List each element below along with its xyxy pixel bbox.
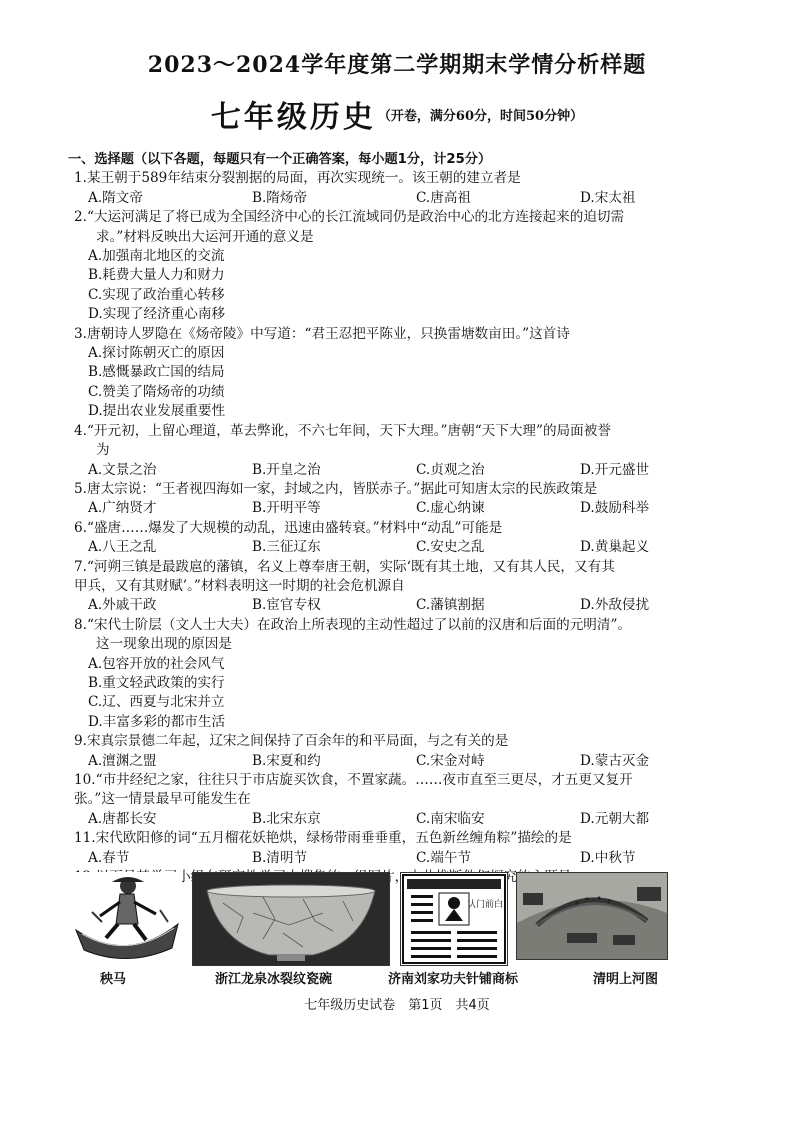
sign-text: 认门前白 xyxy=(466,900,504,910)
options-row xyxy=(74,189,724,208)
exam-note: （开卷，满分60分，时间50分钟） xyxy=(377,108,584,124)
image-caption: 济南刘家功夫针铺商标 xyxy=(388,972,519,987)
question-stem: 4.“开元初，上留心理道，革去弊讹，不六七年间，天下大理。”唐朝“天下大理”的局面被誉 xyxy=(74,422,611,439)
option: B.北宋东京 xyxy=(252,810,321,827)
question-stem: 3.唐朝诗人罗隐在《炀帝陵》中写道：“君王忍把平陈业，只换雷塘数亩田。”这首诗 xyxy=(74,325,570,342)
section-heading: 一、选择题（以下各题，每题只有一个正确答案，每小题1分，计25分） xyxy=(68,152,492,167)
options-row xyxy=(74,461,724,480)
option: A.文景之治 xyxy=(88,461,157,478)
question-stem: 1.某王朝于589年结束分裂割据的局面，再次实现统一。该王朝的建立者是 xyxy=(74,170,521,187)
options-row xyxy=(74,810,724,829)
option: B.三征辽东 xyxy=(252,539,321,556)
longquan-bowl-photo xyxy=(192,872,390,966)
options-grid xyxy=(74,247,724,325)
option: A.包容开放的社会风气 xyxy=(88,655,225,672)
option: D.开元盛世 xyxy=(580,461,650,478)
option: A.春节 xyxy=(88,849,130,866)
option: C.虚心纳谏 xyxy=(416,500,485,517)
yangma-illustration xyxy=(72,872,182,960)
option: C.实现了政治重心转移 xyxy=(88,286,225,303)
trademark-seal-icon xyxy=(401,873,507,965)
option: B.开明平等 xyxy=(252,500,321,517)
option: B.耗费大量人力和财力 xyxy=(88,267,225,284)
question-stem: 11.宋代欧阳修的词“五月榴花妖艳烘，绿杨带雨垂垂重，五色新丝缠角粽”描绘的是 xyxy=(74,830,572,847)
image-row xyxy=(70,872,670,976)
subtitle-row xyxy=(0,92,794,136)
option: C.贞观之治 xyxy=(416,461,485,478)
option: A.加强南北地区的交流 xyxy=(88,248,225,265)
options-grid xyxy=(74,655,724,733)
question-stem: 8.“宋代士阶层（文人士大夫）在政治上所表现的主动性超过了以前的汉唐和后面的元明清”。 xyxy=(74,616,632,633)
option: B.宋夏和约 xyxy=(252,752,321,769)
option: A.唐都长安 xyxy=(88,810,157,827)
option: D.实现了经济重心南移 xyxy=(88,306,226,323)
question-stem: 7.“河朔三镇是最跋扈的藩镇，名义上尊奉唐王朝，实际‘既有其土地，又有其人民，又有其 xyxy=(74,558,615,575)
image-caption: 秧马 xyxy=(100,972,127,987)
options-row xyxy=(74,499,724,518)
option: A.广纳贤才 xyxy=(88,500,157,517)
option: C.唐高祖 xyxy=(416,189,472,206)
option: C.端午节 xyxy=(416,849,472,866)
question-stem-cont: 为 xyxy=(96,442,110,459)
options-row xyxy=(74,538,724,557)
option: C.藩镇割据 xyxy=(416,597,485,614)
question-stem: 6.“盛唐……爆发了大规模的动乱，迅速由盛转衰。”材料中“动乱”可能是 xyxy=(74,519,503,536)
options-grid xyxy=(74,344,724,422)
question-stem-cont: 这一现象出现的原因是 xyxy=(96,636,232,653)
exam-title: 2023～2024学年度第二学期期末学情分析样题 xyxy=(147,52,647,78)
question-stem-cont: 求。”材料反映出大运河开通的意义是 xyxy=(96,228,314,245)
question-stem: 5.唐太宗说：“王者视四海如一家，封域之内，皆朕赤子。”据此可知唐太宗的民族政策是 xyxy=(74,480,598,497)
option: C.安史之乱 xyxy=(416,539,485,556)
question-stem: 2.“大运河满足了将已成为全国经济中心的长江流域同仍是政治中心的北方连接起来的迫切需 xyxy=(74,209,625,226)
option: D.鼓励科举 xyxy=(580,500,650,517)
options-row xyxy=(74,752,724,771)
question-stem-cont: 张。”这一情景最早可能发生在 xyxy=(74,791,251,808)
option: D.丰富多彩的都市生活 xyxy=(88,713,226,730)
option: D.元朝大都 xyxy=(580,810,650,827)
option: D.外敌侵扰 xyxy=(580,597,650,614)
option: C.辽、西夏与北宋并立 xyxy=(88,694,225,711)
qingming-painting-icon xyxy=(517,873,667,959)
yangma-figure-icon xyxy=(72,872,182,960)
qingming-scroll-photo xyxy=(516,872,668,960)
options-row xyxy=(74,849,724,868)
option: D.中秋节 xyxy=(580,849,636,866)
option: B.宦官专权 xyxy=(252,597,321,614)
question-stem-cont: 甲兵，又有其财赋’。”材料表明这一时期的社会危机源自 xyxy=(74,577,405,594)
option: B.重文轻武政策的实行 xyxy=(88,674,225,691)
option: D.黄巢起义 xyxy=(580,539,650,556)
option: B.感慨暴政亡国的结局 xyxy=(88,364,225,381)
option: B.开皇之治 xyxy=(252,461,321,478)
options-row xyxy=(74,596,724,615)
option: A.隋文帝 xyxy=(88,189,143,206)
exam-subject: 七年级历史 xyxy=(210,100,376,135)
crackle-bowl-icon xyxy=(193,873,389,965)
question-list xyxy=(68,150,724,887)
option: D.蒙古灭金 xyxy=(580,752,650,769)
option: D.宋太祖 xyxy=(580,189,636,206)
option: A.澶渊之盟 xyxy=(88,752,157,769)
image-caption: 清明上河图 xyxy=(593,972,659,987)
option: C.宋金对峙 xyxy=(416,752,485,769)
image-caption: 浙江龙泉冰裂纹瓷碗 xyxy=(215,972,333,987)
question-stem: 9.宋真宗景德二年起，辽宋之间保持了百余年的和平局面，与之有关的是 xyxy=(74,733,509,750)
option: B.清明节 xyxy=(252,849,308,866)
option: C.赞美了隋炀帝的功绩 xyxy=(88,383,225,400)
page-footer: 七年级历史试卷 第1页 共4页 xyxy=(304,998,490,1013)
option: D.提出农业发展重要性 xyxy=(88,403,226,420)
option: A.外戚干政 xyxy=(88,597,157,614)
needle-shop-trademark xyxy=(400,872,508,966)
option: C.南宋临安 xyxy=(416,810,485,827)
option: B.隋炀帝 xyxy=(252,189,308,206)
question-stem: 10.“市井经纪之家，往往只于市店旋买饮食，不置家蔬。……夜市直至三更尽，才五更又复开 xyxy=(74,772,633,788)
option: A.探讨陈朝灭亡的原因 xyxy=(88,345,225,362)
option: A.八王之乱 xyxy=(88,539,157,556)
